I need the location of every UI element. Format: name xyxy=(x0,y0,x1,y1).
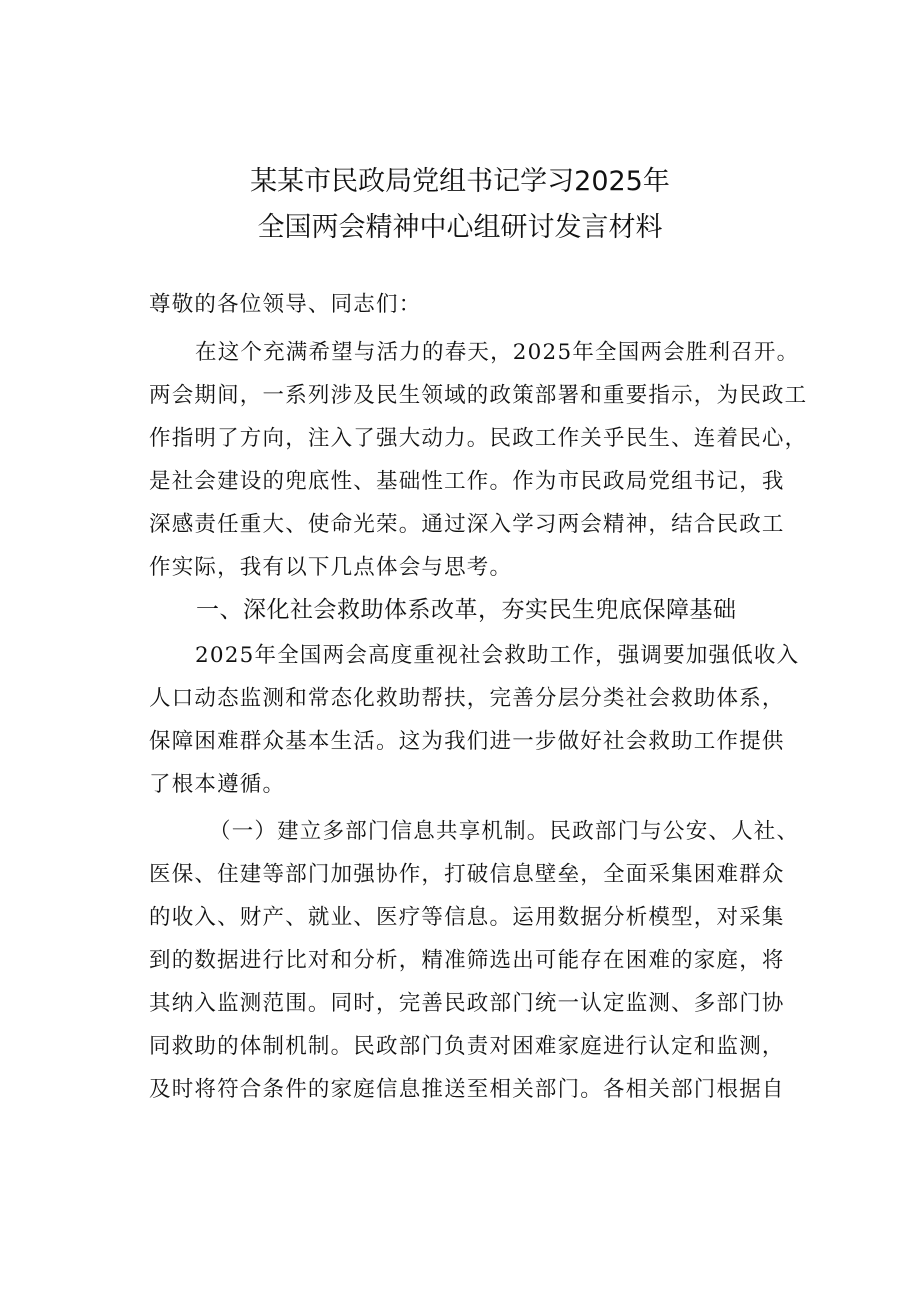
paragraph-line: 到的数据进行比对和分析，精准筛选出可能存在困难的家庭，将 xyxy=(149,948,785,973)
intro-paragraph xyxy=(149,331,808,589)
paragraph-line: 两会期间，一系列涉及民生领域的政策部署和重要指示，为民政工 xyxy=(149,383,808,408)
paragraph-line: 其纳入监测范围。同时，完善民政部门统一认定监测、多部门协 xyxy=(149,991,785,1016)
paragraph-line: 在这个充满希望与活力的春天，2025年全国两会胜利召开。 xyxy=(195,340,800,365)
paragraph-line: 人口动态监测和常态化救助帮扶，完善分层分类社会救助体系， xyxy=(149,686,785,711)
section-paragraph xyxy=(149,634,805,806)
paragraph-line: 是社会建设的兜底性、基础性工作。作为市民政局党组书记，我 xyxy=(149,469,785,494)
paragraph-line: 保障困难群众基本生活。这为我们进一步做好社会救助工作提供 xyxy=(149,729,785,754)
document-title xyxy=(0,159,920,251)
salutation: 尊敬的各位领导、同志们： xyxy=(149,292,422,317)
paragraph-line: （一）建立多部门信息共享机制。民政部门与公安、人社、 xyxy=(209,819,800,844)
paragraph-line: 2025年全国两会高度重视社会救助工作，强调要加强低收入 xyxy=(195,643,800,668)
paragraph-line: 的收入、财产、就业、医疗等信息。运用数据分析模型，对采集 xyxy=(149,905,785,930)
paragraph-line: 深感责任重大、使命光荣。通过深入学习两会精神，结合民政工 xyxy=(149,512,785,537)
title-line-2: 全国两会精神中心组研讨发言材料 xyxy=(257,212,663,243)
paragraph-line: 了根本遵循。 xyxy=(149,772,286,797)
subsection-paragraph xyxy=(149,810,805,1111)
section-heading: 一、深化社会救助体系改革，夯实民生兜底保障基础 xyxy=(196,597,737,623)
paragraph-line: 医保、住建等部门加强协作，打破信息壁垒，全面采集困难群众 xyxy=(149,862,785,887)
paragraph-line: 作指明了方向，注入了强大动力。民政工作关乎民生、连着民心， xyxy=(149,426,808,451)
paragraph-line: 作实际，我有以下几点体会与思考。 xyxy=(149,555,513,580)
title-line-1: 某某市民政局党组书记学习2025年 xyxy=(250,166,670,197)
paragraph-line: 同救助的体制机制。民政部门负责对困难家庭进行认定和监测， xyxy=(149,1034,785,1059)
paragraph-line: 及时将符合条件的家庭信息推送至相关部门。各相关部门根据自 xyxy=(149,1077,785,1102)
